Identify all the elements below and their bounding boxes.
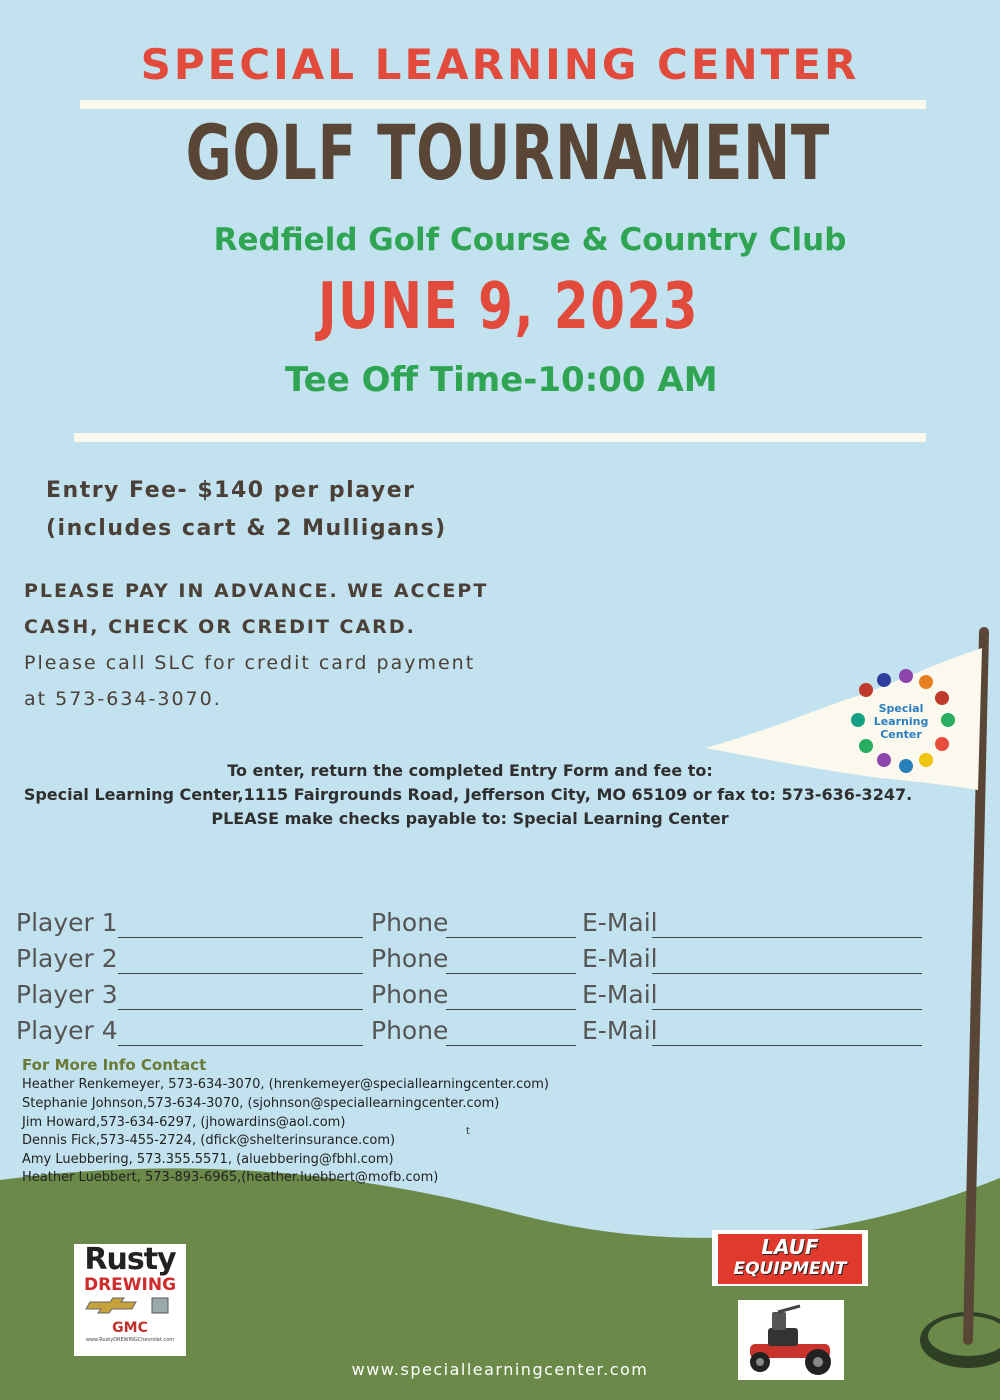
contact-line: Jim Howard,573-634-6297, (jhowardins@aol.com) bbox=[22, 1115, 346, 1130]
phone-label: Phone bbox=[371, 980, 449, 1009]
payment-line-2: CASH, CHECK OR CREDIT CARD. bbox=[24, 616, 416, 638]
email-field[interactable] bbox=[652, 1009, 922, 1010]
stray-mark: t bbox=[466, 1126, 470, 1137]
flag-logo-line1: Special bbox=[878, 702, 924, 715]
tee-off-time: Tee Off Time-10:00 AM bbox=[285, 360, 718, 400]
chevrolet-cadillac-icon bbox=[80, 1294, 180, 1316]
payment-line-4: at 573-634-3070. bbox=[24, 688, 222, 710]
venue-name: Redfield Golf Course & Country Club bbox=[213, 222, 847, 258]
contact-line: Heather Luebbert, 573-893-6965,(heather.luebbert@mofb.com) bbox=[22, 1170, 439, 1185]
bottom-divider bbox=[74, 433, 926, 442]
event-date: JUNE 9, 2023 bbox=[318, 270, 700, 344]
drewing-wordmark: DREWING bbox=[83, 1275, 177, 1295]
rusty-url: www.RustyDREWINGChevrolet.com bbox=[85, 1337, 175, 1343]
contact-line: Amy Luebbering, 573.355.5571, (aluebbering@fbhl.com) bbox=[22, 1152, 394, 1167]
contact-line: Heather Renkemeyer, 573-634-3070, (hrenkemeyer@speciallearningcenter.com) bbox=[22, 1077, 549, 1092]
lauf-equipment-logo bbox=[712, 1230, 868, 1286]
player-name-field[interactable] bbox=[118, 973, 363, 974]
phone-field[interactable] bbox=[446, 1009, 576, 1010]
payment-line-1: PLEASE PAY IN ADVANCE. WE ACCEPT bbox=[24, 580, 489, 602]
player-row-2 bbox=[16, 944, 926, 978]
flag-logo-text bbox=[868, 702, 934, 741]
player-label: Player 3 bbox=[16, 980, 118, 1009]
player-label: Player 1 bbox=[16, 908, 118, 937]
email-field[interactable] bbox=[652, 937, 922, 938]
phone-field[interactable] bbox=[446, 973, 576, 974]
contacts-heading: For More Info Contact bbox=[22, 1056, 207, 1074]
email-field[interactable] bbox=[652, 1045, 922, 1046]
player-label: Player 2 bbox=[16, 944, 118, 973]
organization-name: SPECIAL LEARNING CENTER bbox=[140, 40, 860, 89]
phone-label: Phone bbox=[371, 944, 449, 973]
entry-instructions-1: To enter, return the completed Entry Form and fee to: bbox=[227, 761, 713, 780]
phone-label: Phone bbox=[371, 908, 449, 937]
phone-field[interactable] bbox=[446, 937, 576, 938]
player-name-field[interactable] bbox=[118, 937, 363, 938]
player-name-field[interactable] bbox=[118, 1009, 363, 1010]
email-field[interactable] bbox=[652, 973, 922, 974]
email-label: E-Mail bbox=[582, 908, 658, 937]
player-row-4 bbox=[16, 1016, 926, 1050]
player-row-3 bbox=[16, 980, 926, 1014]
rusty-wordmark: Rusty bbox=[84, 1244, 176, 1277]
email-label: E-Mail bbox=[582, 944, 658, 973]
flag-logo-line3: Center bbox=[880, 728, 922, 741]
player-name-field[interactable] bbox=[118, 1045, 363, 1046]
entry-instructions-3: PLEASE make checks payable to: Special Learning Center bbox=[211, 809, 729, 828]
lauf-badge bbox=[718, 1234, 862, 1284]
phone-label: Phone bbox=[371, 1016, 449, 1045]
page-title: GOLF TOURNAMENT bbox=[185, 108, 831, 197]
payment-line-3: Please call SLC for credit card payment bbox=[24, 652, 476, 674]
email-label: E-Mail bbox=[582, 1016, 658, 1045]
rusty-drewing-logo bbox=[74, 1244, 186, 1356]
contact-line: Dennis Fick,573-455-2724, (dfick@shelterinsurance.com) bbox=[22, 1133, 396, 1148]
equipment-wordmark: EQUIPMENT bbox=[733, 1259, 847, 1279]
player-row-1 bbox=[16, 908, 926, 942]
player-label: Player 4 bbox=[16, 1016, 118, 1045]
gmc-wordmark: GMC bbox=[112, 1320, 148, 1336]
contact-line: Stephanie Johnson,573-634-3070, (sjohnson@speciallearningcenter.com) bbox=[22, 1096, 500, 1111]
website-link[interactable]: www.speciallearningcenter.com bbox=[351, 1360, 649, 1379]
lauf-wordmark: LAUF bbox=[761, 1235, 819, 1259]
email-label: E-Mail bbox=[582, 980, 658, 1009]
entry-fee: Entry Fee- $140 per player bbox=[46, 478, 416, 503]
entry-instructions-2: Special Learning Center,1115 Fairgrounds Road, Jefferson City, MO 65109 or fax to: 573-636-3247. bbox=[23, 785, 913, 804]
flag-logo-line2: Learning bbox=[873, 715, 929, 728]
entry-fee-includes: (includes cart & 2 Mulligans) bbox=[46, 516, 447, 541]
phone-field[interactable] bbox=[446, 1045, 576, 1046]
